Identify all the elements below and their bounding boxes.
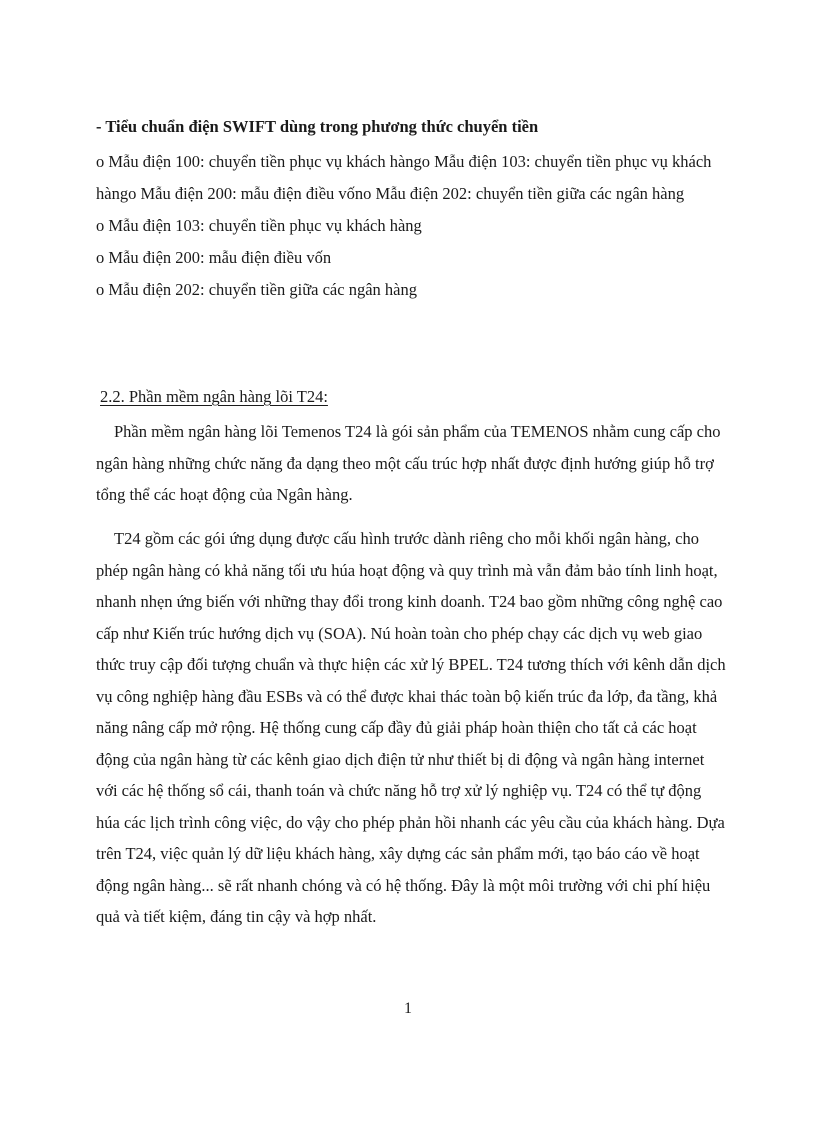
t24-details-paragraph: T24 gồm các gói ứng dụng được cấu hình trước dành riêng cho mỗi khối ngân hàng, cho phép ngân hàng có khả năng tối ưu húa hoạt động và quy trình mà vẫn đảm bảo tính linh hoạt, nhanh nhẹn ứng biến với những thay đổi trong kinh doanh. T24 bao gồm những công nghệ cao cấp như Kiến trúc hướng dịch vụ (SOA). Nú hoàn toàn cho phép chạy các dịch vụ web giao thức truy cập đối tượng chuẩn và thực hiện các xử lý BPEL. T24 tương thích với kênh dẫn dịch vụ công nghiệp hàng đầu ESBs và có thể được khai thác toàn bộ kiến trúc đa lớp, đa tầng, khả năng nâng cấp mở rộng. Hệ thống cung cấp đầy đủ giải pháp hoàn thiện cho tất cả các hoạt động của ngân hàng từ các kênh giao dịch điện tử như thiết bị di động và ngân hàng internet với các hệ thống sổ cái, thanh toán và chức năng hỗ trợ xử lý nghiệp vụ. T24 có thể tự động húa các lịch trình công việc, do vậy cho phép phản hồi nhanh các yêu cầu của khách hàng. Dựa trên T24, việc quản lý dữ liệu khách hàng, xây dựng các sản phẩm mới, tạo báo cáo về hoạt động ngân hàng... sẽ rất nhanh chóng và có hệ thống. Đây là một môi trường với chi phí hiệu quả và tiết kiệm, đáng tin cậy và hợp nhất. [96,529,726,926]
t24-intro-paragraph: Phần mềm ngân hàng lõi Temenos T24 là gói sản phẩm của TEMENOS nhằm cung cấp cho ngân hàng những chức năng đa dạng theo một cấu trúc hợp nhất được định hướng giúp hỗ trợ tổng thể các hoạt động của Ngân hàng. [96,422,721,504]
page-number: 1 [404,1000,412,1017]
swift-list-item: o Mẫu điện 202: chuyển tiền giữa các ngân hàng [96,280,417,299]
swift-message-list [96,146,736,306]
swift-list-item: o Mẫu điện 100: chuyển tiền phục vụ khách hàngo Mẫu điện 103: chuyển tiền phục vụ khách hàngo Mẫu điện 200: mẫu điện điều vốno Mẫu điện 202: chuyển tiền giữa các ngân hàng [96,152,712,203]
swift-list-item: o Mẫu điện 103: chuyển tiền phục vụ khách hàng [96,216,422,235]
section-title-t24: 2.2. Phần mềm ngân hàng lõi T24: [100,387,328,406]
swift-list-item: o Mẫu điện 200: mẫu điện điều vốn [96,248,332,267]
swift-standard-heading: - Tiểu chuẩn điện SWIFT dùng trong phương thức chuyển tiền [96,117,539,136]
